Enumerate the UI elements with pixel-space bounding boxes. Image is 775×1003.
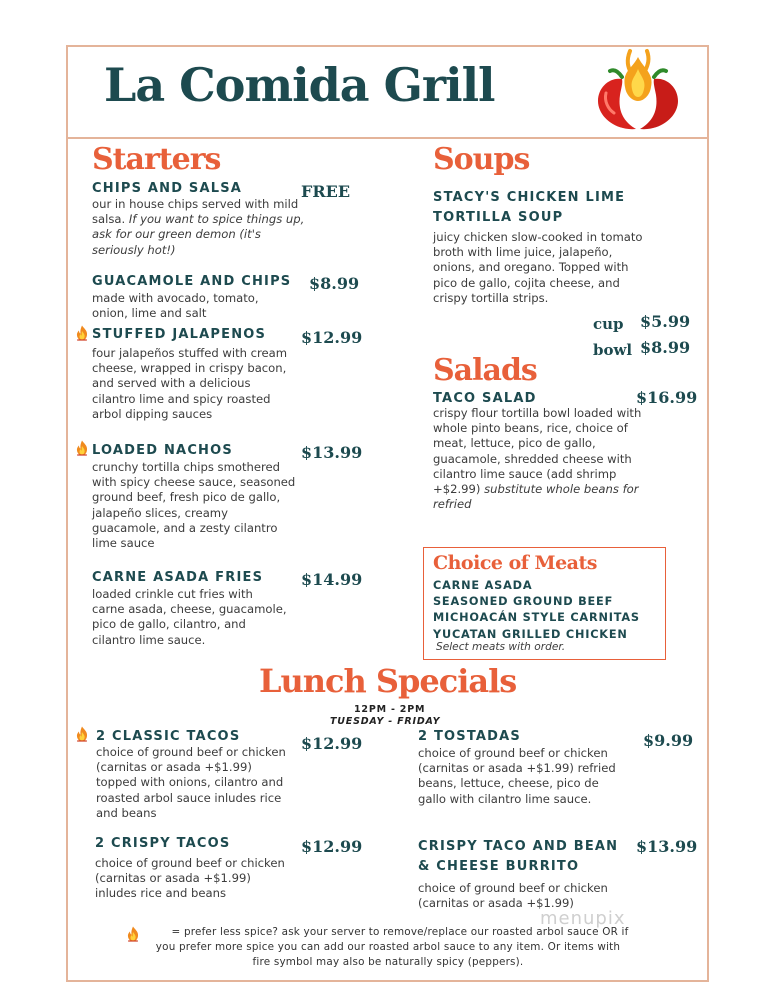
chili-flame-logo-icon xyxy=(592,47,684,137)
lunch-classic-tacos-desc: choice of ground beef or chicken (carnitas or asada +$1.99) topped with onions, cilantro and roasted arbol sauce inludes rice and beans xyxy=(96,745,286,820)
soup-name-line2: TORTILLA SOUP xyxy=(433,210,564,225)
meats-note: Select meats with order. xyxy=(436,641,566,653)
item-loaded-nachos-desc: crunchy tortilla chips smothered with spicy cheese sauce, seasoned ground beef, fresh pico de gallo, jalapeño slices, creamy guacamole, and a zesty cilantro lime sauce xyxy=(92,460,296,551)
item-carne-asada-fries-desc: loaded crinkle cut fries with carne asada, cheese, guacamole, pico de gallo, cilantro, and cilantro lime sauce. xyxy=(92,587,287,647)
title-divider xyxy=(66,137,709,139)
item-carne-asada-fries-name: CARNE ASADA FRIES xyxy=(92,570,264,585)
lunch-tostadas-desc: choice of ground beef or chicken (carnitas or asada +$1.99) refried beans, lettuce, cheese, pico de gallo with cilantro lime sauce. xyxy=(418,746,616,806)
soup-bowl-price: $8.99 xyxy=(640,338,691,357)
lunch-crispy-tacos-price: $12.99 xyxy=(301,837,363,856)
item-chips-and-salsa-price: FREE xyxy=(301,182,351,201)
item-stuffed-jalapenos-desc: four jalapeños stuffed with cream cheese, wrapped in crispy bacon, and served with a delicious cilantro lime and spicy roasted arbol dipping sauces xyxy=(92,346,288,421)
soup-cup-label: cup xyxy=(593,315,624,333)
soup-bowl-label: bowl xyxy=(593,341,633,359)
lunch-crispy-tacos-desc: choice of ground beef or chicken (carnitas or asada +$1.99) inludes rice and beans xyxy=(95,856,285,901)
footnote-line: = prefer less spice? ask your server to remove/replace our roasted arbol sauce OR if xyxy=(171,926,629,938)
item-loaded-nachos-price: $13.99 xyxy=(301,443,363,462)
salads-heading: Salads xyxy=(433,353,537,388)
lunch-specials-heading: Lunch Specials xyxy=(259,662,517,700)
lunch-tostadas-price: $9.99 xyxy=(643,731,694,750)
lunch-classic-tacos-name: 2 CLASSIC TACOS xyxy=(96,729,241,744)
footnote-line: you prefer more spice you can add our roasted arbol sauce to any item. Or items with xyxy=(155,941,621,953)
restaurant-title: La Comida Grill xyxy=(104,58,495,112)
item-chips-and-salsa-name: CHIPS AND SALSA xyxy=(92,181,243,196)
item-carne-asada-fries-price: $14.99 xyxy=(301,570,363,589)
soup-name-line1: STACY'S CHICKEN LIME xyxy=(433,190,626,205)
menupix-watermark: menupix xyxy=(540,908,626,929)
lunch-taco-burrito-name-line2: & CHEESE BURRITO xyxy=(418,859,580,874)
item-guacamole-name: GUACAMOLE AND CHIPS xyxy=(92,274,292,289)
item-stuffed-jalapenos-name: STUFFED JALAPENOS xyxy=(92,327,267,342)
meat-option: CARNE ASADA xyxy=(433,579,533,592)
footnote-line: fire symbol may also be naturally spicy (peppers). xyxy=(252,956,524,968)
lunch-taco-burrito-price: $13.99 xyxy=(636,837,698,856)
fire-icon xyxy=(75,726,89,742)
salad-name: TACO SALAD xyxy=(433,391,537,406)
fire-icon xyxy=(75,440,89,456)
meats-heading: Choice of Meats xyxy=(433,552,597,574)
starters-heading: Starters xyxy=(92,142,221,177)
item-chips-and-salsa-desc: our in house chips served with mild salsa. If you want to spice things up, ask for our green demon (it's seriously hot!) xyxy=(92,197,305,257)
salad-price: $16.99 xyxy=(636,388,698,407)
lunch-taco-burrito-desc: choice of ground beef or chicken (carnitas or asada +$1.99) xyxy=(418,881,608,911)
soup-cup-price: $5.99 xyxy=(640,312,691,331)
item-guacamole-desc: made with avocado, tomato, onion, lime and salt xyxy=(92,291,259,321)
lunch-crispy-tacos-name: 2 CRISPY TACOS xyxy=(95,836,231,851)
fire-icon xyxy=(75,325,89,341)
lunch-taco-burrito-name-line1: CRISPY TACO AND BEAN xyxy=(418,839,619,854)
lunch-days: TUESDAY - FRIDAY xyxy=(330,716,441,727)
lunch-time: 12PM - 2PM xyxy=(354,704,426,715)
soup-desc: juicy chicken slow-cooked in tomato broth with lime juice, jalapeño, onions, and oregano. Topped with pico de gallo, cojita cheese, and crispy tortilla strips. xyxy=(433,230,643,305)
meat-option: YUCATAN GRILLED CHICKEN xyxy=(433,627,628,641)
soups-heading: Soups xyxy=(433,142,530,177)
item-stuffed-jalapenos-price: $12.99 xyxy=(301,328,363,347)
lunch-classic-tacos-price: $12.99 xyxy=(301,734,363,753)
meat-option: SEASONED GROUND BEEF xyxy=(433,595,614,609)
choice-of-meats-box xyxy=(423,547,666,660)
meat-option: MICHOACÁN STYLE CARNITAS xyxy=(433,611,640,625)
lunch-tostadas-name: 2 TOSTADAS xyxy=(418,729,521,744)
item-loaded-nachos-name: LOADED NACHOS xyxy=(92,443,233,458)
item-guacamole-price: $8.99 xyxy=(309,274,360,293)
salad-desc: crispy flour tortilla bowl loaded with whole pinto beans, rice, choice of meat, lettuce, pico de gallo, guacamole, shredded cheese with cilantro lime sauce (add shrimp +$2.99) substitute whole beans for refried xyxy=(433,406,642,512)
spice-footnote xyxy=(100,925,676,970)
